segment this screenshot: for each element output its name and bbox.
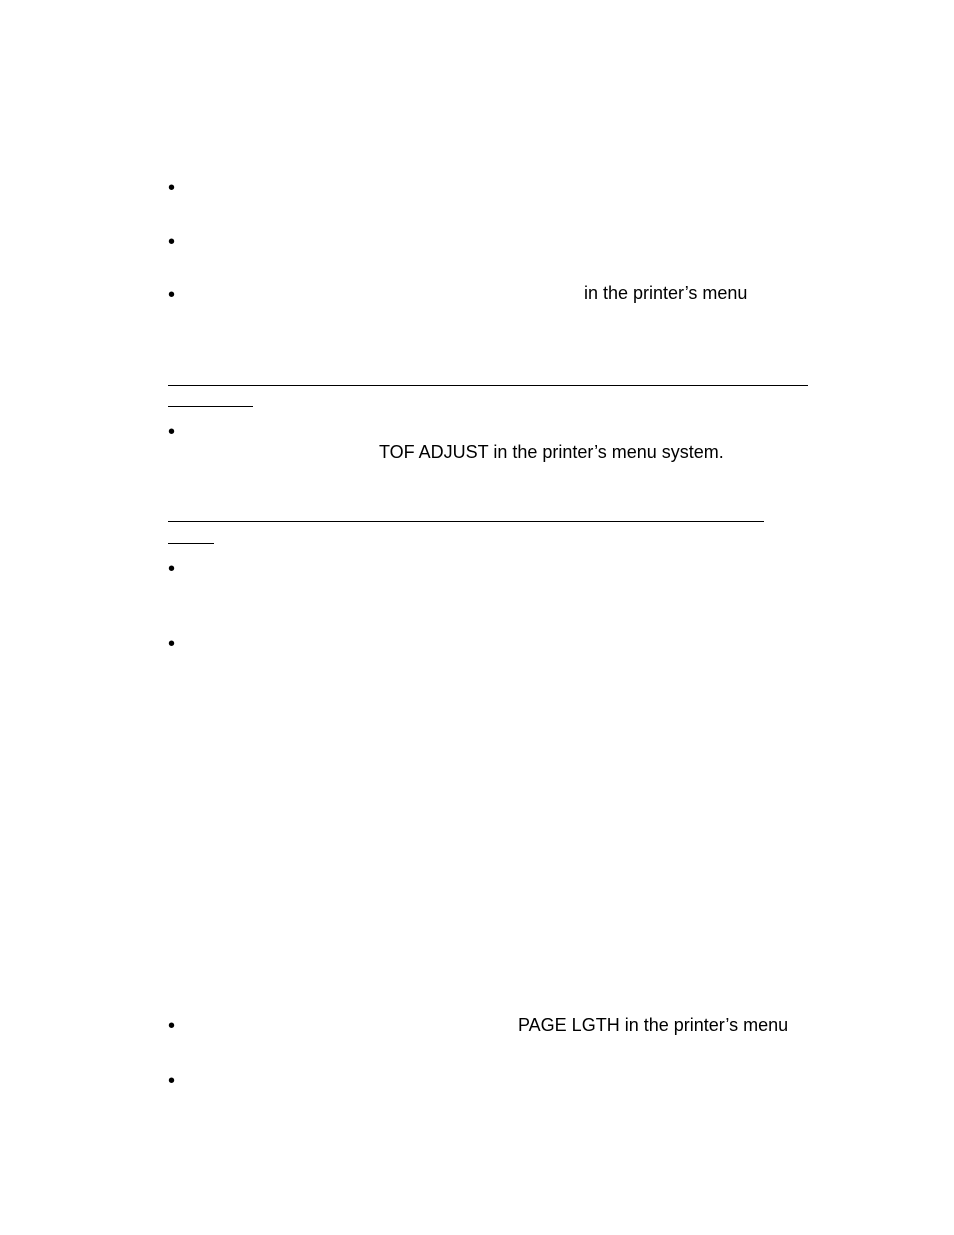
bullet-icon: • [168,231,176,253]
bullet-icon: • [168,558,176,580]
bullet-icon: • [168,633,176,655]
section-2-item-1-text: TOF ADJUST in the printer’s menu system. [379,442,724,462]
bullet-icon: • [168,1070,176,1092]
bullet-icon: • [168,177,176,199]
bullet-icon: • [168,284,176,306]
section-4-item-1-text: PAGE LGTH in the printer’s menu [518,1015,789,1035]
section-3-heading-underline [168,521,764,522]
section-3-heading-underline-end [168,543,214,544]
section-2-heading-underline-end [168,406,253,407]
section-1-item-3-text: in the printer’s menu [584,283,748,303]
bullet-icon: • [168,1015,176,1037]
section-2-heading-underline [168,385,808,386]
bullet-icon: • [168,421,176,443]
